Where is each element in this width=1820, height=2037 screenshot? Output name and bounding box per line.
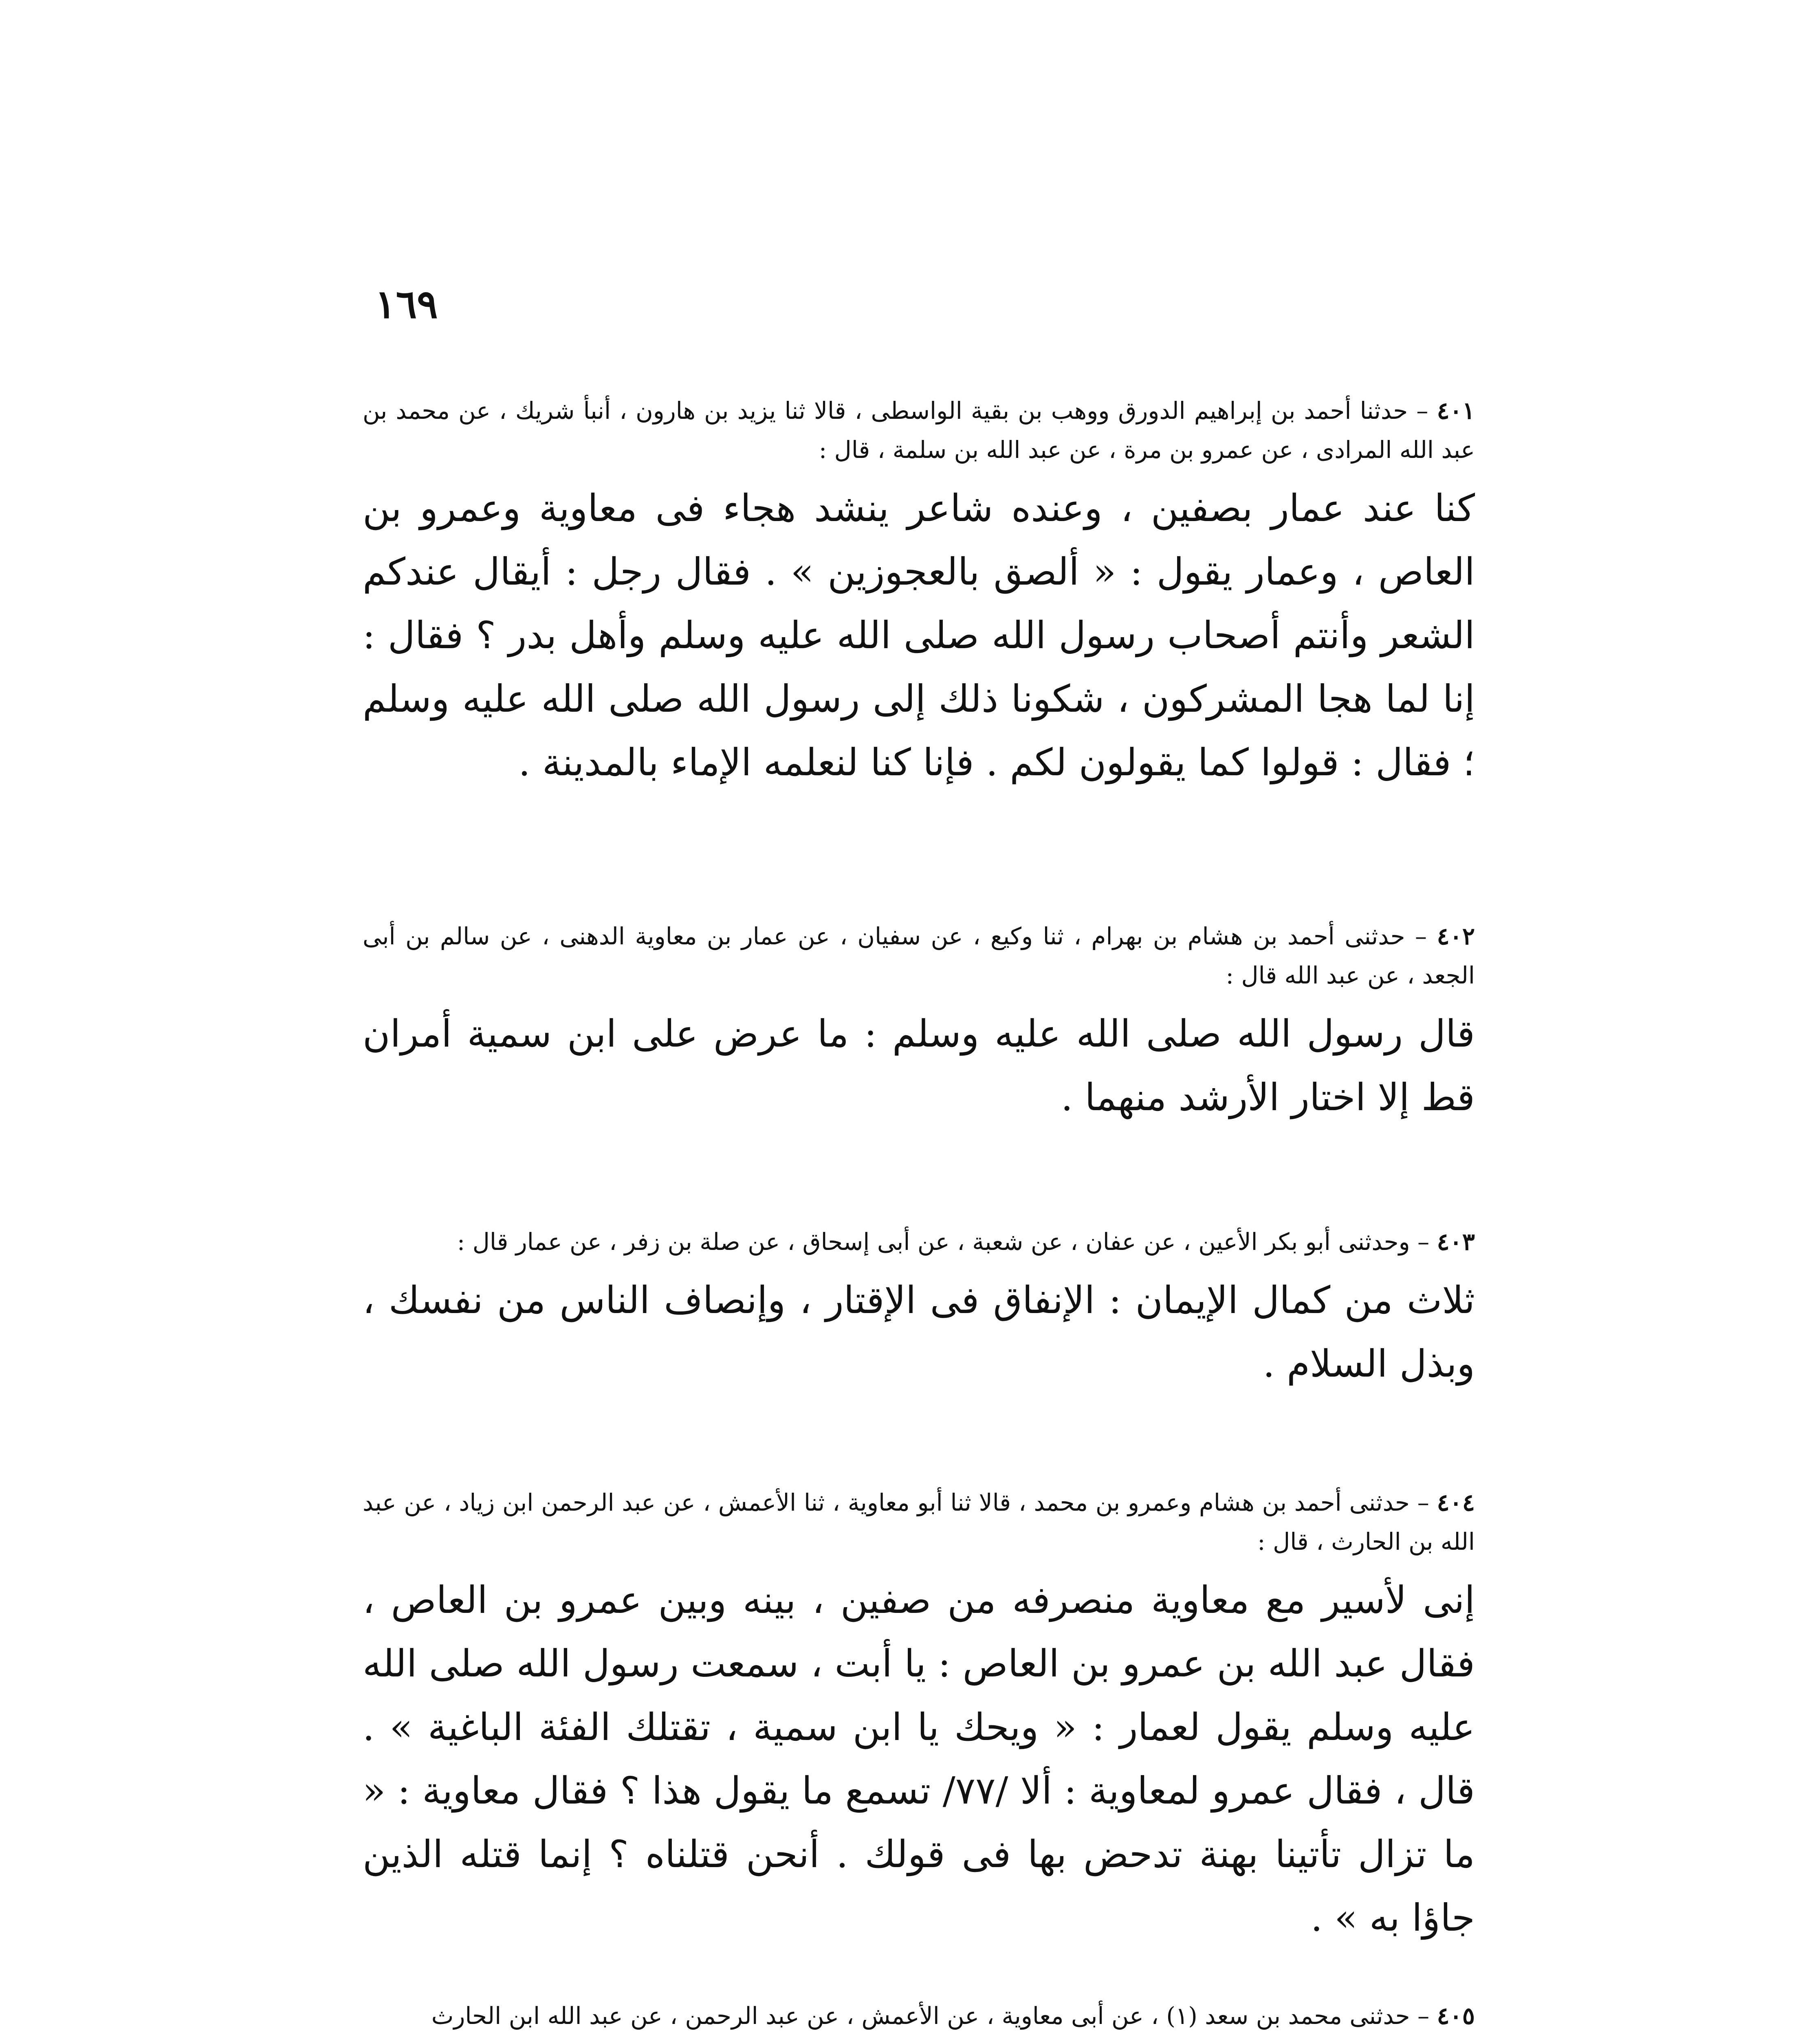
hadith-404 — [363, 1483, 1475, 1950]
hadith-number: ٤٠٢ — [1437, 922, 1475, 950]
hadith-401 — [363, 391, 1475, 794]
isnad-text: – حدثنا أحمد بن إبراهيم الدورق ووهب بن بقية الواسطى ، قالا ثنا يزيد بن هارون ، أنبأ شريك ، عن محمد بن عبد الله المرادى ، عن عمرو بن مرة ، عن عبد الله بن سلمة ، قال : — [363, 397, 1475, 464]
hadith-number: ٤٠٥ — [1437, 2002, 1475, 2030]
hadith-text: قال رسول الله صلى الله عليه وسلم : ما عرض على ابن سمية أمران قط إلا اختار الأرشد منهما . — [363, 1012, 1475, 1119]
hadith-text: كنا عند عمار بصفين ، وعنده شاعر ينشد هجاء فى معاوية وعمرو بن العاص ، وعمار يقول : « ألصق بالعجوزين » . فقال رجل : أيقال عندكم الشعر وأنتم أصحاب رسول الله صلى الله عليه وسلم وأهل بدر ؟ فقال : إنا لما هجا المشركون ، شكونا ذلك إلى رسول الله صلى الله عليه وسلم ؛ فقال : قولوا كما يقولون لكم . فإنا كنا لنعلمه الإماء بالمدينة . — [363, 486, 1475, 784]
hadith-405 — [363, 1996, 1475, 2037]
isnad-text: – حدثنى أحمد بن هشام وعمرو بن محمد ، قالا ثنا أبو معاوية ، ثنا الأعمش ، عن عبد الرحمن ابن زياد ، عن عبد الله بن الحارث ، قال : — [363, 1489, 1475, 1555]
hadith-number: ٤٠٣ — [1437, 1228, 1475, 1256]
hadith-403 — [363, 1222, 1475, 1396]
hadith-402 — [363, 917, 1475, 1129]
isnad-text: – حدثنى أحمد بن هشام بن بهرام ، ثنا وكيع ، عن سفيان ، عن عمار بن معاوية الدهنى ، عن سالم بن أبى الجعد ، عن عبد الله قال : — [363, 922, 1475, 989]
hadith-text: ثلاث من كمال الإيمان : الإنفاق فى الإقتار ، وإنصاف الناس من نفسك ، وبذل السلام . — [363, 1278, 1475, 1386]
hadith-text: إنى لأسير مع معاوية منصرفه من صفين ، بينه وبين عمرو بن العاص ، فقال عبد الله بن عمرو بن العاص : يا أبت ، سمعت رسول الله صلى الله عليه وسلم يقول لعمار : « ويحك يا ابن سمية ، تقتلك الفئة الباغية » . قال ، فقال عمرو لمعاوية : ألا /٧٧/ تسمع ما يقول هذا ؟ فقال معاوية : « ما تزال تأتينا بهنة تدحض بها فى قولك . أنحن قتلناه ؟ إنما قتله الذين جاؤا به » . — [363, 1578, 1475, 1940]
isnad-text: – حدثنى محمد بن سعد (١) ، عن أبى معاوية ، عن الأعمش ، عن عبد الرحمن ، عن عبد الله ابن الحارث — [431, 2002, 1430, 2030]
hadith-isnad — [363, 917, 1475, 995]
isnad-text: – وحدثنى أبو بكر الأعين ، عن عفان ، عن شعبة ، عن أبى إسحاق ، عن صلة بن زفر ، عن عمار قال : — [457, 1228, 1430, 1256]
page-number: ١٦٩ — [375, 281, 438, 327]
hadith-isnad — [363, 1222, 1475, 1261]
hadith-isnad — [363, 391, 1475, 469]
hadith-isnad — [363, 1996, 1475, 2035]
hadith-number: ٤٠٤ — [1437, 1489, 1475, 1516]
hadith-isnad — [363, 1483, 1475, 1561]
hadith-number: ٤٠١ — [1437, 397, 1475, 425]
